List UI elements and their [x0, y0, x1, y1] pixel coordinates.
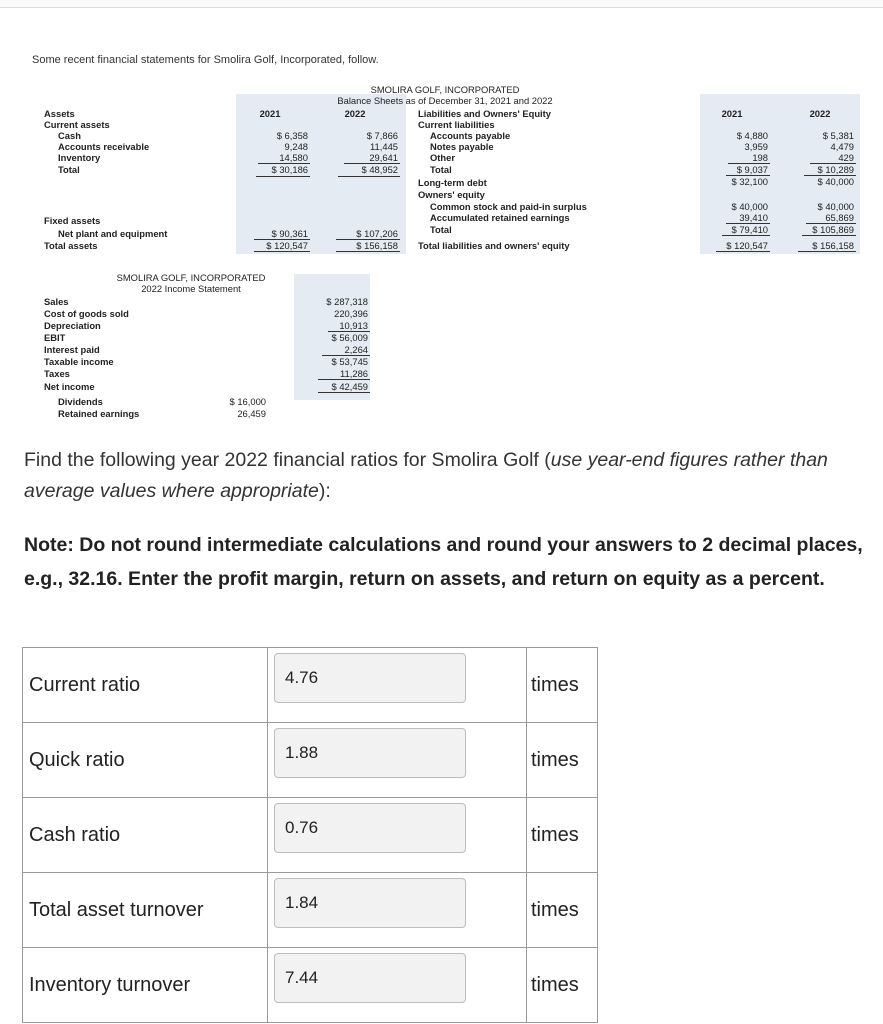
liab-row-2021: $ 9,037 — [736, 164, 768, 175]
liab-row-2022: 429 — [838, 152, 854, 163]
liab-row-2022: $ 5,381 — [822, 130, 854, 141]
liabilities-header: Liabilities and Owners' Equity — [418, 108, 551, 119]
quick-ratio-input[interactable]: 1.88 — [274, 728, 466, 778]
ratio-unit: times — [527, 648, 598, 723]
income-row-label: EBIT — [44, 332, 66, 343]
instruction-note: Note: Do not round intermediate calculations and round your answers to 2 decimal places, e.g., 32.16. Enter the profit margin, return on assets, and return on equity as a percent. — [24, 534, 863, 590]
current-liabilities-header: Current liabilities — [418, 119, 495, 130]
fixed-assets-header: Fixed assets — [44, 215, 101, 226]
current-ratio-input[interactable]: 4.76 — [274, 653, 466, 703]
ratio-row-total-asset-turnover — [23, 873, 598, 948]
balance-sheet-subtitle: Balance Sheets as of December 31, 2021 and 2022 — [337, 95, 553, 106]
income-statement-company: SMOLIRA GOLF, INCORPORATED — [116, 272, 266, 283]
rule — [318, 379, 370, 380]
income-row-value: 10,913 — [339, 320, 368, 331]
ratio-unit: times — [527, 798, 598, 873]
ratio-row-current — [23, 648, 598, 723]
income-row-label: Sales — [44, 296, 69, 307]
equity-row-2022: $ 40,000 — [817, 201, 854, 212]
total-asset-turnover-input[interactable]: 1.84 — [274, 878, 466, 928]
income-row-label: Depreciation — [44, 320, 101, 331]
liab-year-2022-header: 2022 — [809, 108, 831, 119]
income-row-label: Interest paid — [44, 344, 100, 355]
liab-row-2021: 3,959 — [744, 141, 768, 152]
dividends-value: $ 16,000 — [229, 396, 266, 407]
income-row-value: $ 53,745 — [331, 356, 368, 367]
liab-row-2021: $ 4,880 — [736, 130, 768, 141]
ratio-label: Inventory turnover — [23, 948, 268, 1023]
ratio-label: Current ratio — [23, 648, 268, 723]
asset-row-2021: 9,248 — [284, 141, 308, 152]
net-plant-2021: $ 90,361 — [271, 228, 308, 239]
ratio-unit: times — [527, 723, 598, 798]
rule — [798, 251, 856, 252]
ratios-answer-table — [22, 647, 598, 1023]
balance-sheet-company: SMOLIRA GOLF, INCORPORATED — [370, 84, 520, 95]
income-row-label: Net income — [44, 381, 95, 392]
net-plant-2022: $ 107,206 — [356, 228, 398, 239]
assets-header: Assets — [44, 108, 75, 119]
liab-row-label: Notes payable — [430, 141, 494, 152]
inventory-turnover-input[interactable]: 7.44 — [274, 953, 466, 1003]
income-row-value: $ 287,318 — [326, 296, 368, 307]
liab-row-2021: 198 — [752, 152, 768, 163]
liab-row-label: Accounts payable — [430, 130, 511, 141]
ratio-row-inventory-turnover — [23, 948, 598, 1023]
asset-row-2021: 14,580 — [279, 152, 308, 163]
rule — [802, 235, 856, 236]
liab-row-label: Other — [430, 152, 456, 163]
ratio-input-cell — [268, 798, 527, 873]
owners-equity-header: Owners' equity — [418, 189, 485, 200]
long-term-debt-2022: $ 40,000 — [817, 176, 854, 187]
current-assets-header: Current assets — [44, 119, 110, 130]
asset-row-2022: 29,641 — [369, 152, 398, 163]
liab-year-2021-header: 2021 — [721, 108, 743, 119]
ratio-input-cell — [268, 948, 527, 1023]
long-term-debt-2021: $ 32,100 — [731, 176, 768, 187]
income-row-value: 220,396 — [334, 308, 368, 319]
asset-row-2022: $ 7,866 — [366, 130, 398, 141]
asset-row-2022: $ 48,952 — [361, 164, 398, 175]
rule — [254, 251, 310, 252]
asset-row-label: Total — [58, 164, 80, 175]
asset-row-label: Accounts receivable — [58, 141, 150, 152]
liab-row-2022: $ 10,289 — [817, 164, 854, 175]
total-assets-2021: $ 120,547 — [266, 240, 308, 251]
ratio-input-cell — [268, 723, 527, 798]
equity-row-2021: $ 79,410 — [731, 224, 768, 235]
income-row-value: $ 56,009 — [331, 332, 368, 343]
rule — [256, 176, 310, 177]
rule — [338, 176, 400, 177]
equity-row-2021: $ 40,000 — [731, 201, 768, 212]
equity-row-label: Common stock and paid-in surplus — [430, 201, 587, 212]
intro-text: Some recent financial statements for Smolira Golf, Incorporated, follow. — [32, 54, 379, 66]
ratio-input-cell — [268, 873, 527, 948]
income-row-label: Taxable income — [44, 356, 114, 367]
rule — [716, 251, 770, 252]
cash-ratio-input[interactable]: 0.76 — [274, 803, 466, 853]
total-assets-label: Total assets — [44, 240, 98, 251]
income-row-value: 2,264 — [344, 344, 368, 355]
year-2022-header: 2022 — [344, 108, 366, 119]
rule — [318, 392, 370, 393]
asset-row-label: Inventory — [58, 152, 101, 163]
long-term-debt-label: Long-term debt — [418, 177, 487, 188]
asset-row-2022: 11,445 — [370, 141, 398, 152]
ratio-label: Quick ratio — [23, 723, 268, 798]
question-text — [24, 445, 854, 507]
ratio-row-quick — [23, 723, 598, 798]
question-lead: Find the following year 2022 financial ratios for Smolira Golf ( — [24, 449, 551, 471]
equity-row-2021: 39,410 — [739, 212, 768, 223]
asset-row-2021: $ 30,186 — [271, 164, 308, 175]
equity-row-2022: $ 105,869 — [812, 224, 854, 235]
net-plant-label: Net plant and equipment — [58, 228, 168, 239]
top-toolbar-strip — [0, 0, 883, 8]
ratio-label: Total asset turnover — [23, 873, 268, 948]
total-liab-equity-2022: $ 156,158 — [812, 240, 854, 251]
ratio-unit: times — [527, 948, 598, 1023]
income-row-label: Taxes — [44, 368, 70, 379]
question-italic: use year-end figures rather than average values where appropriate — [24, 449, 828, 502]
total-assets-2022: $ 156,158 — [356, 240, 398, 251]
income-row-label: Cost of goods sold — [44, 308, 129, 319]
total-liab-equity-label: Total liabilities and owners' equity — [418, 240, 570, 251]
retained-earnings-label: Retained earnings — [58, 408, 140, 419]
equity-row-2022: 65,869 — [825, 212, 854, 223]
ratio-label: Cash ratio — [23, 798, 268, 873]
rule — [336, 251, 400, 252]
income-statement-subtitle: 2022 Income Statement — [141, 283, 241, 294]
dividends-label: Dividends — [58, 396, 103, 407]
ratio-input-cell — [268, 648, 527, 723]
equity-row-label: Total — [430, 224, 452, 235]
question-end: ): — [318, 480, 331, 502]
total-liab-equity-2021: $ 120,547 — [726, 240, 768, 251]
income-row-value: $ 42,459 — [331, 381, 368, 392]
retained-earnings-value: 26,459 — [237, 408, 266, 419]
income-row-value: 11,286 — [340, 368, 368, 379]
year-2021-header: 2021 — [259, 108, 281, 119]
equity-row-label: Accumulated retained earnings — [430, 212, 570, 223]
liab-row-label: Total — [430, 164, 452, 175]
ratio-row-cash — [23, 798, 598, 873]
asset-row-2021: $ 6,358 — [276, 130, 308, 141]
liab-row-2022: 4,479 — [830, 141, 854, 152]
asset-row-label: Cash — [58, 130, 81, 141]
rule — [722, 235, 770, 236]
ratio-unit: times — [527, 873, 598, 948]
